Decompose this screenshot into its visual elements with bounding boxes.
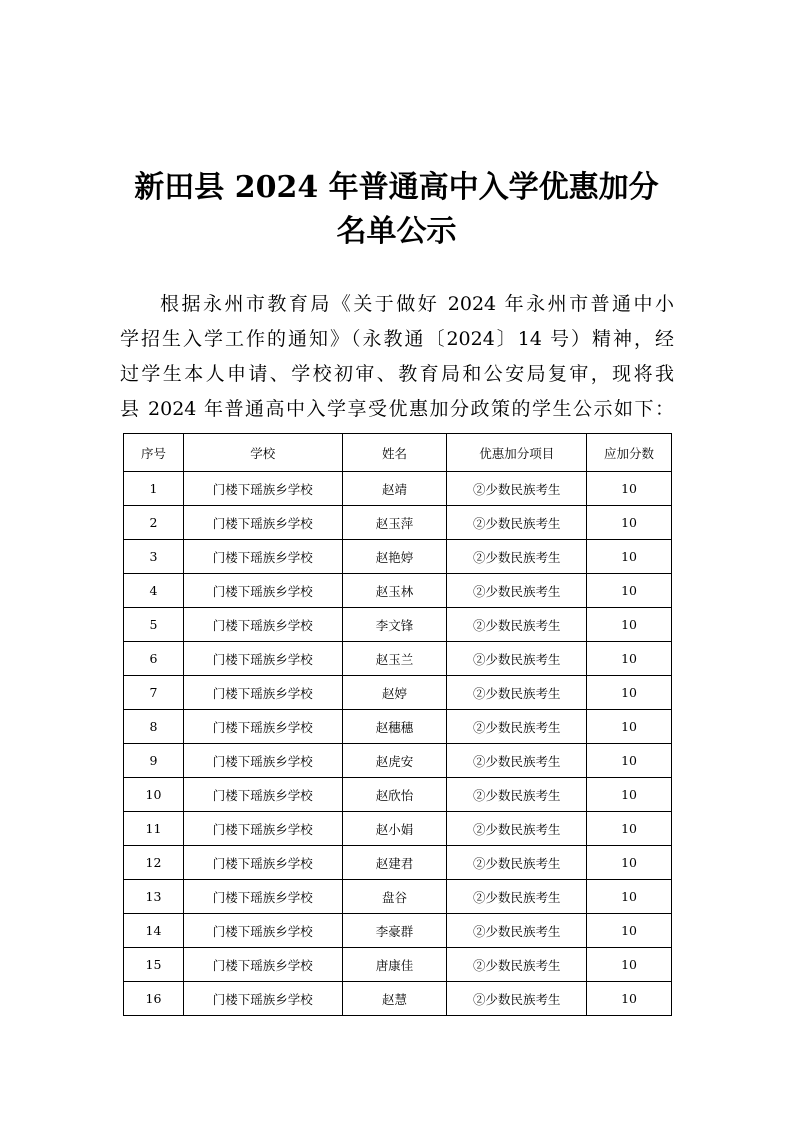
cell-points: 10 [587,982,672,1016]
cell-name: 赵慧 [342,982,447,1016]
cell-bonus-item: ②少数民族考生 [447,948,587,982]
cell-school: 门楼下瑶族乡学校 [183,608,342,642]
cell-index: 12 [124,846,184,880]
cell-school: 门楼下瑶族乡学校 [183,880,342,914]
table-row [124,846,672,880]
cell-name: 赵欣怡 [342,778,447,812]
cell-name: 赵穗穗 [342,710,447,744]
table-row [124,642,672,676]
table-row [124,948,672,982]
header-index: 序号 [124,434,184,472]
cell-index: 3 [124,540,184,574]
table-row [124,744,672,778]
cell-points: 10 [587,710,672,744]
cell-name: 赵虎安 [342,744,447,778]
cell-school: 门楼下瑶族乡学校 [183,948,342,982]
header-bonus-item: 优惠加分项目 [447,434,587,472]
table-row [124,812,672,846]
cell-index: 2 [124,506,184,540]
cell-points: 10 [587,914,672,948]
cell-points: 10 [587,948,672,982]
paragraph-line-2 [120,322,674,357]
paragraph-line-3 [120,357,674,392]
cell-school: 门楼下瑶族乡学校 [183,472,342,506]
cell-bonus-item: ②少数民族考生 [447,574,587,608]
table-row [124,778,672,812]
cell-index: 4 [124,574,184,608]
cell-index: 11 [124,812,184,846]
cell-bonus-item: ②少数民族考生 [447,778,587,812]
cell-name: 赵玉林 [342,574,447,608]
table-row [124,574,672,608]
bonus-points-table [123,433,672,1016]
cell-school: 门楼下瑶族乡学校 [183,846,342,880]
cell-index: 9 [124,744,184,778]
cell-bonus-item: ②少数民族考生 [447,812,587,846]
cell-name: 盘谷 [342,880,447,914]
cell-name: 赵婷 [342,676,447,710]
cell-index: 16 [124,982,184,1016]
cell-bonus-item: ②少数民族考生 [447,846,587,880]
cell-name: 李文锋 [342,608,447,642]
cell-name: 赵小娟 [342,812,447,846]
cell-name: 赵玉萍 [342,506,447,540]
cell-name: 赵靖 [342,472,447,506]
paragraph-text: 根据永州市教育局《关于做好 2024 年永州市普通中小 [160,293,674,315]
cell-points: 10 [587,880,672,914]
paragraph-text: 学招生入学工作的通知》（永教通〔2024〕14 号）精神，经 [120,328,674,350]
cell-school: 门楼下瑶族乡学校 [183,914,342,948]
cell-bonus-item: ②少数民族考生 [447,472,587,506]
cell-index: 6 [124,642,184,676]
document-title: 新田县 2024 年普通高中入学优惠加分 [134,170,659,205]
cell-bonus-item: ②少数民族考生 [447,676,587,710]
cell-school: 门楼下瑶族乡学校 [183,812,342,846]
cell-bonus-item: ②少数民族考生 [447,880,587,914]
table-row [124,880,672,914]
cell-points: 10 [587,574,672,608]
cell-school: 门楼下瑶族乡学校 [183,676,342,710]
cell-bonus-item: ②少数民族考生 [447,608,587,642]
paragraph-text: 过学生本人申请、学校初审、教育局和公安局复审，现将我 [120,363,674,385]
cell-school: 门楼下瑶族乡学校 [183,574,342,608]
cell-points: 10 [587,506,672,540]
cell-index: 13 [124,880,184,914]
cell-name: 唐康佳 [342,948,447,982]
table-body [124,472,672,1016]
cell-points: 10 [587,608,672,642]
cell-points: 10 [587,812,672,846]
cell-points: 10 [587,642,672,676]
header-school: 学校 [183,434,342,472]
cell-bonus-item: ②少数民族考生 [447,744,587,778]
table-row [124,540,672,574]
cell-index: 10 [124,778,184,812]
table-row [124,608,672,642]
cell-points: 10 [587,778,672,812]
table-header-row [124,434,672,472]
cell-bonus-item: ②少数民族考生 [447,540,587,574]
table-row [124,472,672,506]
cell-school: 门楼下瑶族乡学校 [183,540,342,574]
paragraph-line-4 [120,392,674,427]
cell-name: 赵玉兰 [342,642,447,676]
cell-school: 门楼下瑶族乡学校 [183,778,342,812]
cell-name: 李豪群 [342,914,447,948]
cell-name: 赵建君 [342,846,447,880]
header-name: 姓名 [342,434,447,472]
cell-points: 10 [587,540,672,574]
cell-bonus-item: ②少数民族考生 [447,914,587,948]
cell-index: 8 [124,710,184,744]
paragraph-text: 县 2024 年普通高中入学享受优惠加分政策的学生公示如下： [120,398,674,420]
cell-name: 赵艳婷 [342,540,447,574]
paragraph-line-1 [120,287,674,322]
cell-index: 5 [124,608,184,642]
cell-index: 1 [124,472,184,506]
table-row [124,710,672,744]
cell-school: 门楼下瑶族乡学校 [183,506,342,540]
document-title-line2: 名单公示 [336,214,457,249]
cell-points: 10 [587,846,672,880]
table-row [124,914,672,948]
header-points: 应加分数 [587,434,672,472]
table-row [124,506,672,540]
cell-index: 7 [124,676,184,710]
table-row [124,982,672,1016]
table-row [124,676,672,710]
cell-bonus-item: ②少数民族考生 [447,710,587,744]
cell-school: 门楼下瑶族乡学校 [183,744,342,778]
cell-index: 14 [124,914,184,948]
cell-bonus-item: ②少数民族考生 [447,506,587,540]
cell-index: 15 [124,948,184,982]
cell-bonus-item: ②少数民族考生 [447,982,587,1016]
cell-points: 10 [587,744,672,778]
cell-school: 门楼下瑶族乡学校 [183,982,342,1016]
cell-bonus-item: ②少数民族考生 [447,642,587,676]
cell-school: 门楼下瑶族乡学校 [183,710,342,744]
cell-points: 10 [587,676,672,710]
cell-school: 门楼下瑶族乡学校 [183,642,342,676]
cell-points: 10 [587,472,672,506]
